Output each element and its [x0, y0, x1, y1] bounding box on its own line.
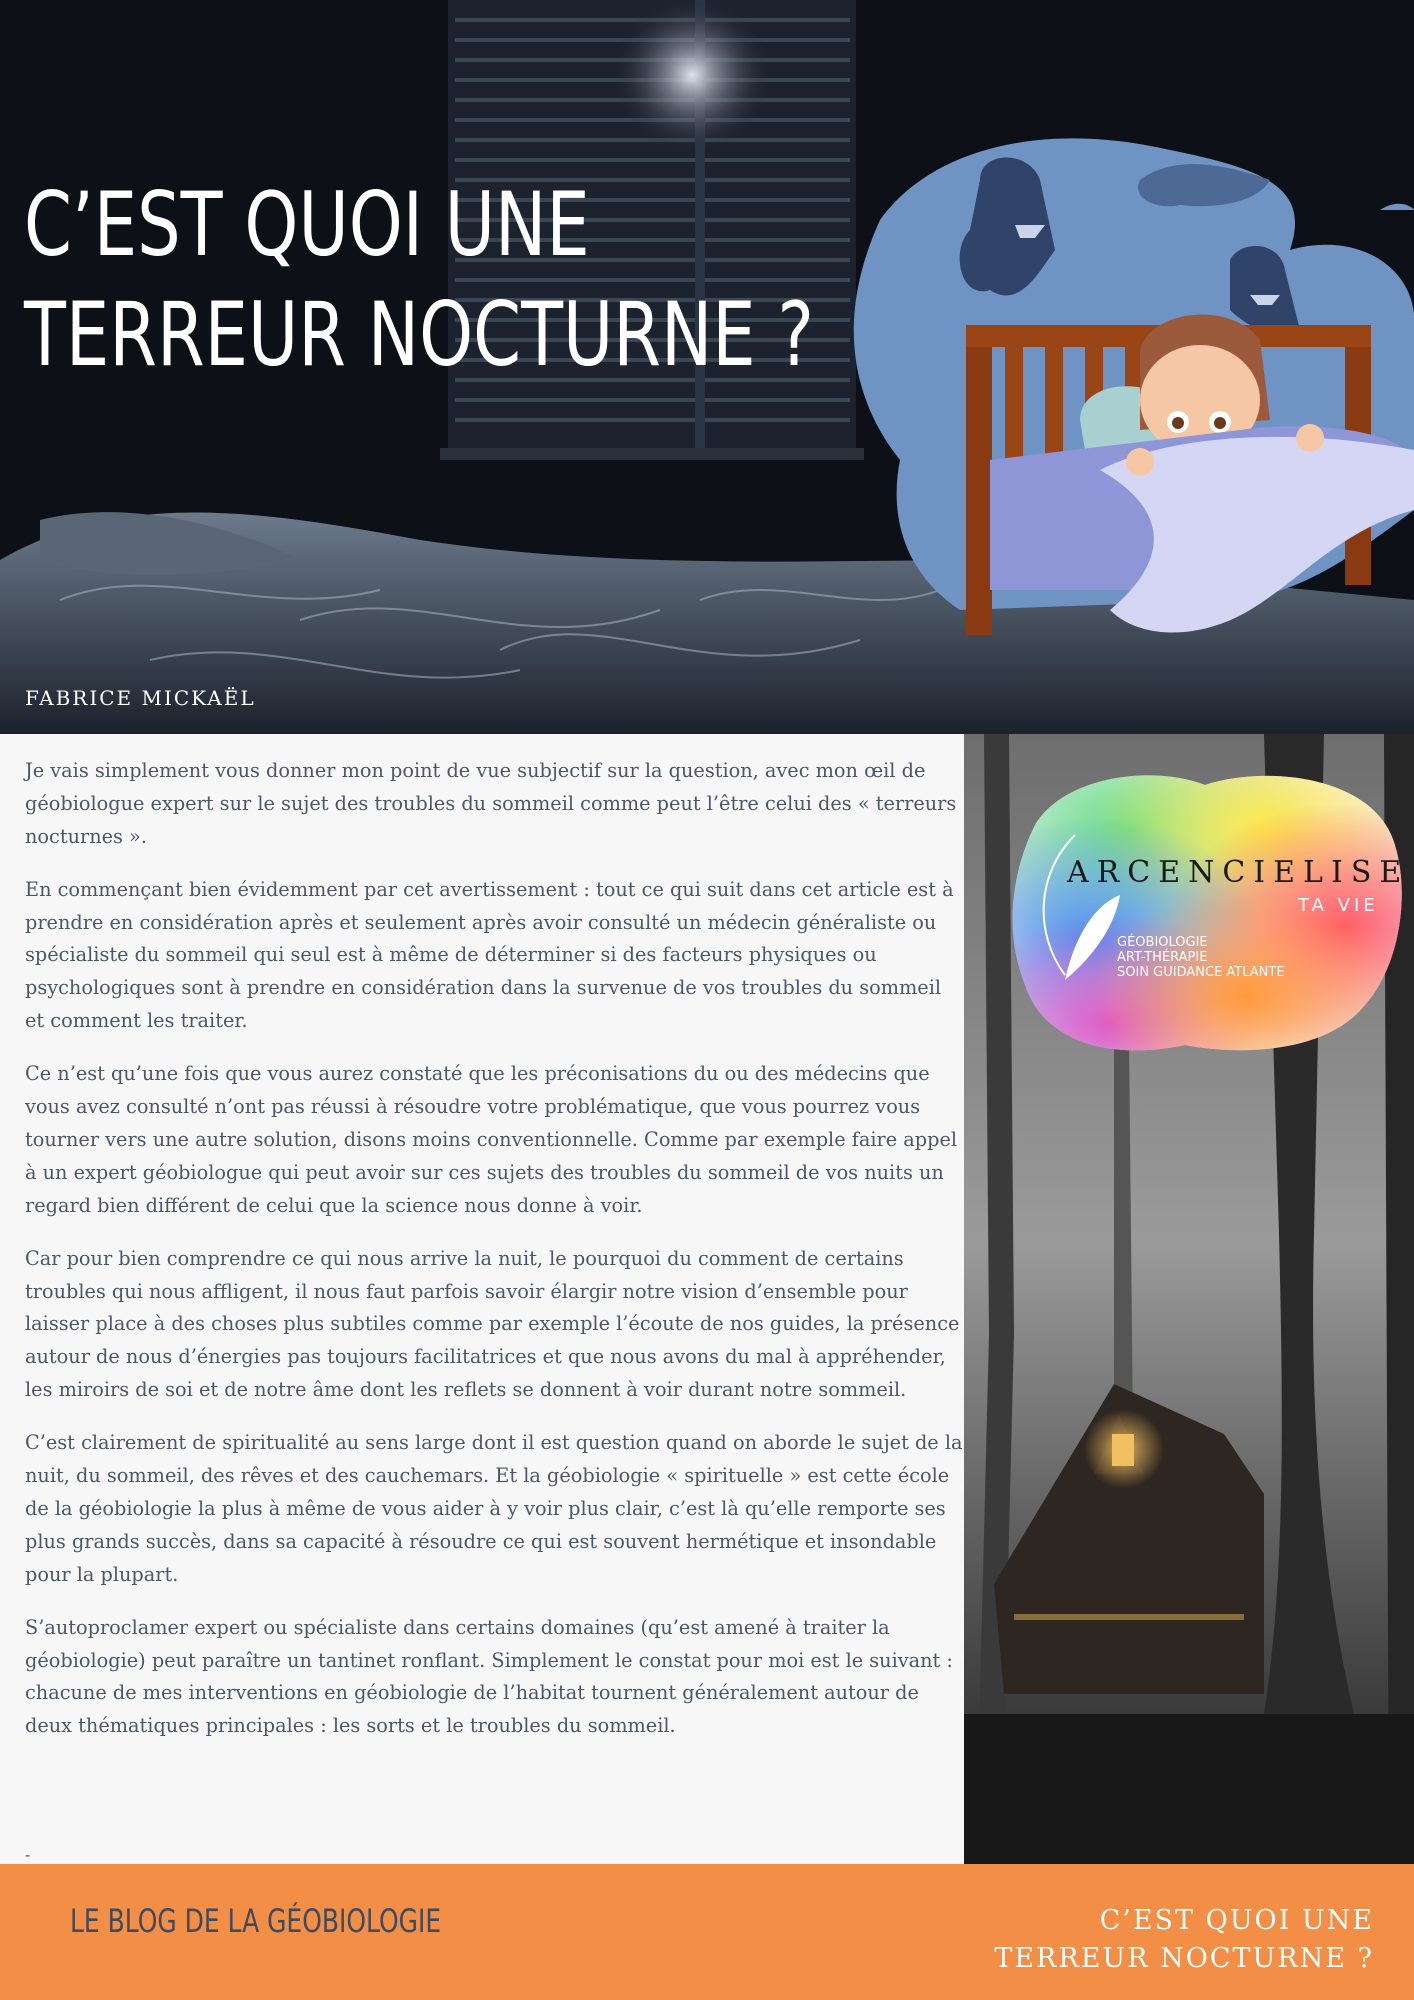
footer-title-line-1: C’EST QUOI UNE	[1099, 1905, 1374, 1936]
paragraph-6: S’autoproclamer expert ou spécialiste dans certains domaines (qu’est amené à traiter la géobiologie) peut paraître un tantinet ronflant. Simplement le constat pour moi est le suivant : chacune de mes interventions en géobiologie de l’habitat tournent généralement autour de deux thématiques principales : les sorts et le troubles du sommeil.	[25, 1615, 953, 1738]
footer-title-line-2: TERREUR NOCTURNE ?	[994, 1943, 1374, 1974]
paragraph-4: Car pour bien comprendre ce qui nous arrive la nuit, le pourquoi du comment de certains troubles qui nous affligent, il nous faut parfois savoir élargir notre vision d’ensemble pour laisser place à des choses plus subtiles comme par exemple l’écoute de nos guides, la présence autour de nous d’énergies pas toujours facilitatrices et que nous avons du mal à appréhender, les miroirs de soi et de notre âme dont les reflets se donnent à voir durant notre sommeil.	[25, 1246, 960, 1402]
author-name: FABRICE MICKAËL	[25, 686, 256, 710]
title-line-2: TERREUR NOCTURNE ?	[24, 283, 814, 386]
article-body	[25, 755, 965, 1764]
page-title	[24, 170, 814, 390]
child-nightmare-illustration	[840, 130, 1414, 650]
paragraph-2: En commençant bien évidemment par cet avertissement : tout ce qui suit dans cet article est à prendre en considération après et seulement après avoir consulté un médecin généraliste ou spécialiste du sommeil qui seul est à même de déterminer si des facteurs physiques ou psychologiques sont à prendre en considération dans la survenue de vos troubles du sommeil et comment les traiter.	[25, 877, 954, 1033]
paragraph-3: Ce n’est qu’une fois que vous aurez constaté que les préconisations du ou des médecins que vous avez consulté n’ont pas réussi à résoudre votre problématique, que vous pourrez vous tourner vers une autre solution, disons moins conventionnelle. Comme par exemple faire appel à un expert géobiologue qui peut avoir sur ces sujets des troubles du sommeil de vos nuits un regard bien différent de celui que la science nous donne à voir.	[25, 1062, 958, 1217]
footer-article-title	[994, 1902, 1374, 1978]
logo-service-3: SOIN GUIDANCE ATLANTE	[1117, 965, 1285, 980]
paragraph-1: Je vais simplement vous donner mon point de vue subjectif sur la question, avec mon œil de géobiologue expert sur le sujet des troubles du sommeil comme peut l’être celui des « terreurs nocturnes ».	[25, 759, 957, 848]
paragraph-5: C’est clairement de spiritualité au sens large dont il est question quand on aborde le sujet de la nuit, du sommeil, des rêves et des cauchemars. Et la géobiologie « spirituelle » est cette école de la géobiologie la plus à même de vous aider à y voir plus clair, c’est là qu’elle remporte ses plus grands succès, dans sa capacité à résoudre ce qui est souvent hermétique et insondable pour la plupart.	[25, 1431, 963, 1586]
logo-tagline: TA VIE	[1298, 895, 1379, 916]
logo-services	[1117, 935, 1285, 980]
trailing-dash: -	[25, 1845, 31, 1864]
logo-service-1: GÉOBIOLOGIE	[1117, 935, 1208, 950]
title-line-1: C’EST QUOI UNE	[24, 173, 590, 276]
hero-banner	[0, 0, 1414, 734]
logo-brand-name: ARCENCIELISE	[1067, 855, 1410, 890]
footer-bar	[0, 1864, 1414, 2000]
blog-name: LE BLOG DE LA GÉOBIOLOGIE	[70, 1902, 442, 1940]
logo-service-2: ART-THÉRAPIE	[1117, 950, 1208, 965]
